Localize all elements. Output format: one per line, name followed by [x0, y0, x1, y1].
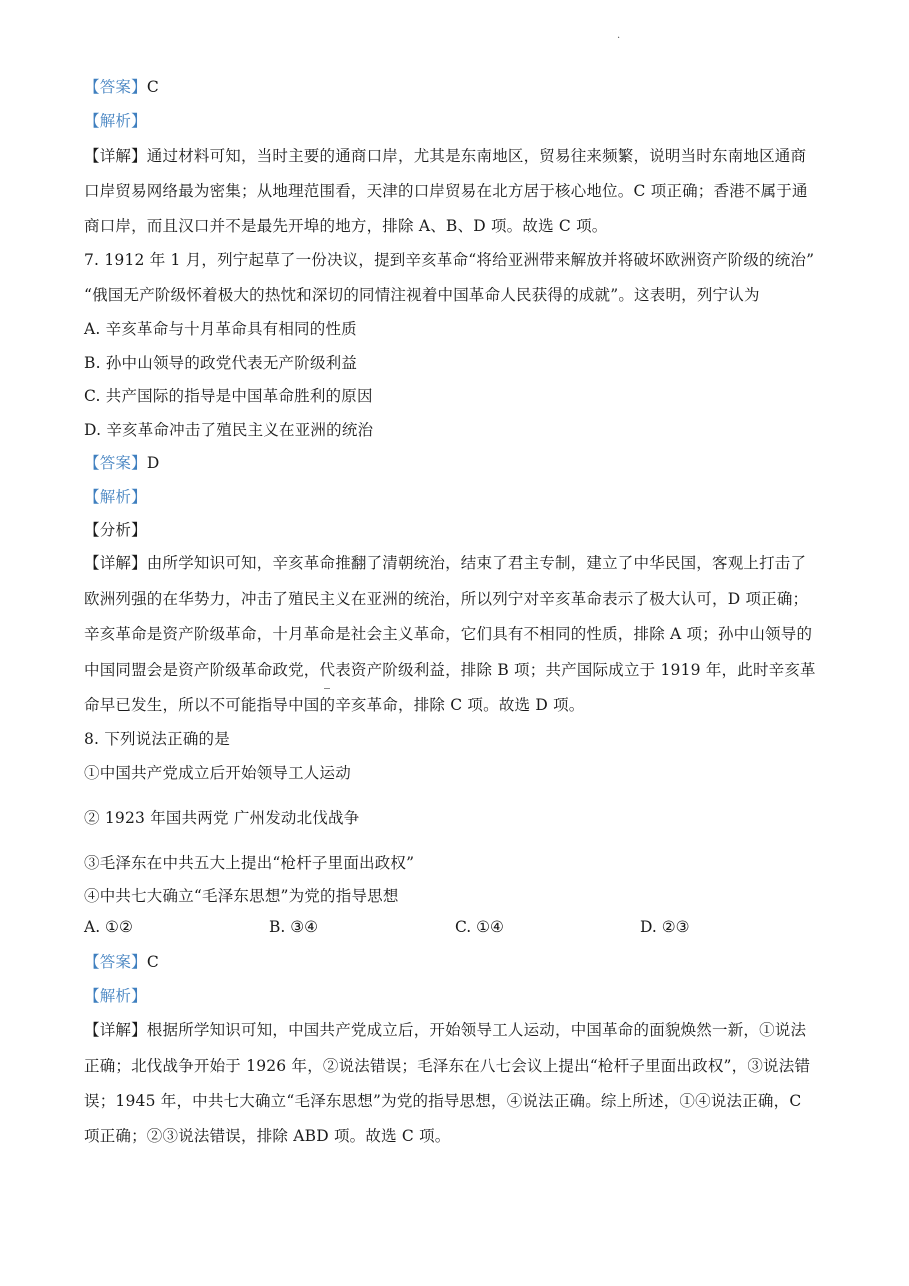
- q7-detail-line: 【详解】由所学知识可知，辛亥革命推翻了清朝统治，结束了君主专制，建立了中华民国，客观上打击了: [84, 554, 807, 572]
- q7-answer-label: 【答案】: [84, 454, 147, 472]
- q8-option-c: C. ①④: [455, 918, 504, 936]
- q8-answer-label: 【答案】: [84, 953, 147, 971]
- q8-analysis-label: 【解析】: [84, 987, 147, 1005]
- q7-answer: D: [146, 454, 160, 472]
- q8-detail-line: 【详解】根据所学知识可知，中国共产党成立后，开始领导工人运动，中国革命的面貌焕然一新，①说法: [84, 1021, 807, 1039]
- q8-statement-2: ② 1923 年国共两党 广州发动北伐战争: [84, 809, 360, 827]
- q7-option-a: A. 辛亥革命与十月革命具有相同的性质: [84, 320, 357, 338]
- q7-detail-line: 中国同盟会是资产阶级革命政党，代表资产阶级利益，排除 B 项；共产国际成立于 1919 年，此时辛亥革: [84, 661, 816, 679]
- q8-option-d: D. ②③: [640, 918, 690, 936]
- q7-option-d: D. 辛亥革命冲击了殖民主义在亚洲的统治: [84, 421, 374, 439]
- q8-statement-1: ①中国共产党成立后开始领导工人运动: [84, 764, 351, 782]
- header-dot: .: [617, 30, 621, 41]
- q8-detail-line: 误；1945 年，中共七大确立“毛泽东思想”为党的指导思想，④说法正确。综上所述，①④说法正确，C: [84, 1092, 802, 1110]
- q6-detail-line: 【详解】通过材料可知，当时主要的通商口岸，尤其是东南地区，贸易往来频繁，说明当时东南地区通商: [84, 147, 807, 165]
- q7-detail-line: 欧洲列强的在华势力，冲击了殖民主义在亚洲的统治，所以列宁对辛亥革命表示了极大认可，D 项正确；: [84, 590, 809, 608]
- q8-statement-3: ③毛泽东在中共五大上提出“枪杆子里面出政权”: [84, 854, 415, 872]
- q8-answer: C: [146, 953, 159, 971]
- q6-answer-line: [84, 76, 159, 98]
- q8-answer-line: [84, 951, 159, 973]
- q8-statement-4: ④中共七大确立“毛泽东思想”为党的指导思想: [84, 887, 399, 905]
- q6-analysis-label: 【解析】: [84, 112, 147, 130]
- q7-answer-line: [84, 452, 159, 474]
- q8-detail-line: 项正确；②③说法错误，排除 ABD 项。故选 C 项。: [84, 1127, 451, 1145]
- q8-option-b: B. ③④: [269, 918, 319, 936]
- q6-answer-label: 【答案】: [84, 78, 147, 96]
- q6-answer: C: [146, 78, 159, 96]
- q7-stem-line: 7. 1912 年 1 月，列宁起草了一份决议，提到辛亥革命“将给亚洲带来解放并将破坏欧洲资产阶级的统治”: [84, 251, 815, 269]
- q7-detail-line: 命早已发生，所以不可能指导中国的辛亥革命，排除 C 项。故选 D 项。: [84, 696, 585, 714]
- q8-option-a: A. ①②: [84, 918, 133, 936]
- q7-analysis-label: 【解析】: [84, 488, 147, 506]
- stray-mark: [324, 688, 330, 689]
- q7-detail-line: 辛亥革命是资产阶级革命，十月革命是社会主义革命，它们具有不相同的性质，排除 A 项；孙中山领导的: [84, 625, 813, 643]
- q6-detail-line: 口岸贸易网络最为密集；从地理范围看，天津的口岸贸易在北方居于核心地位。C 项正确；香港不属于通: [84, 182, 808, 200]
- q7-fenxi-label: 【分析】: [84, 521, 147, 539]
- q7-option-b: B. 孙中山领导的政党代表无产阶级利益: [84, 354, 358, 372]
- q6-detail-line: 商口岸，而且汉口并不是最先开埠的地方，排除 A、B、D 项。故选 C 项。: [84, 217, 608, 235]
- q8-detail-line: 正确；北伐战争开始于 1926 年，②说法错误；毛泽东在八七会议上提出“枪杆子里面出政权”，③说法错: [84, 1057, 811, 1075]
- q8-stem: 8. 下列说法正确的是: [84, 730, 230, 748]
- q7-stem-line: “俄国无产阶级怀着极大的热忱和深切的同情注视着中国革命人民获得的成就”。这表明，列宁认为: [84, 286, 760, 304]
- q7-option-c: C. 共产国际的指导是中国革命胜利的原因: [84, 387, 373, 405]
